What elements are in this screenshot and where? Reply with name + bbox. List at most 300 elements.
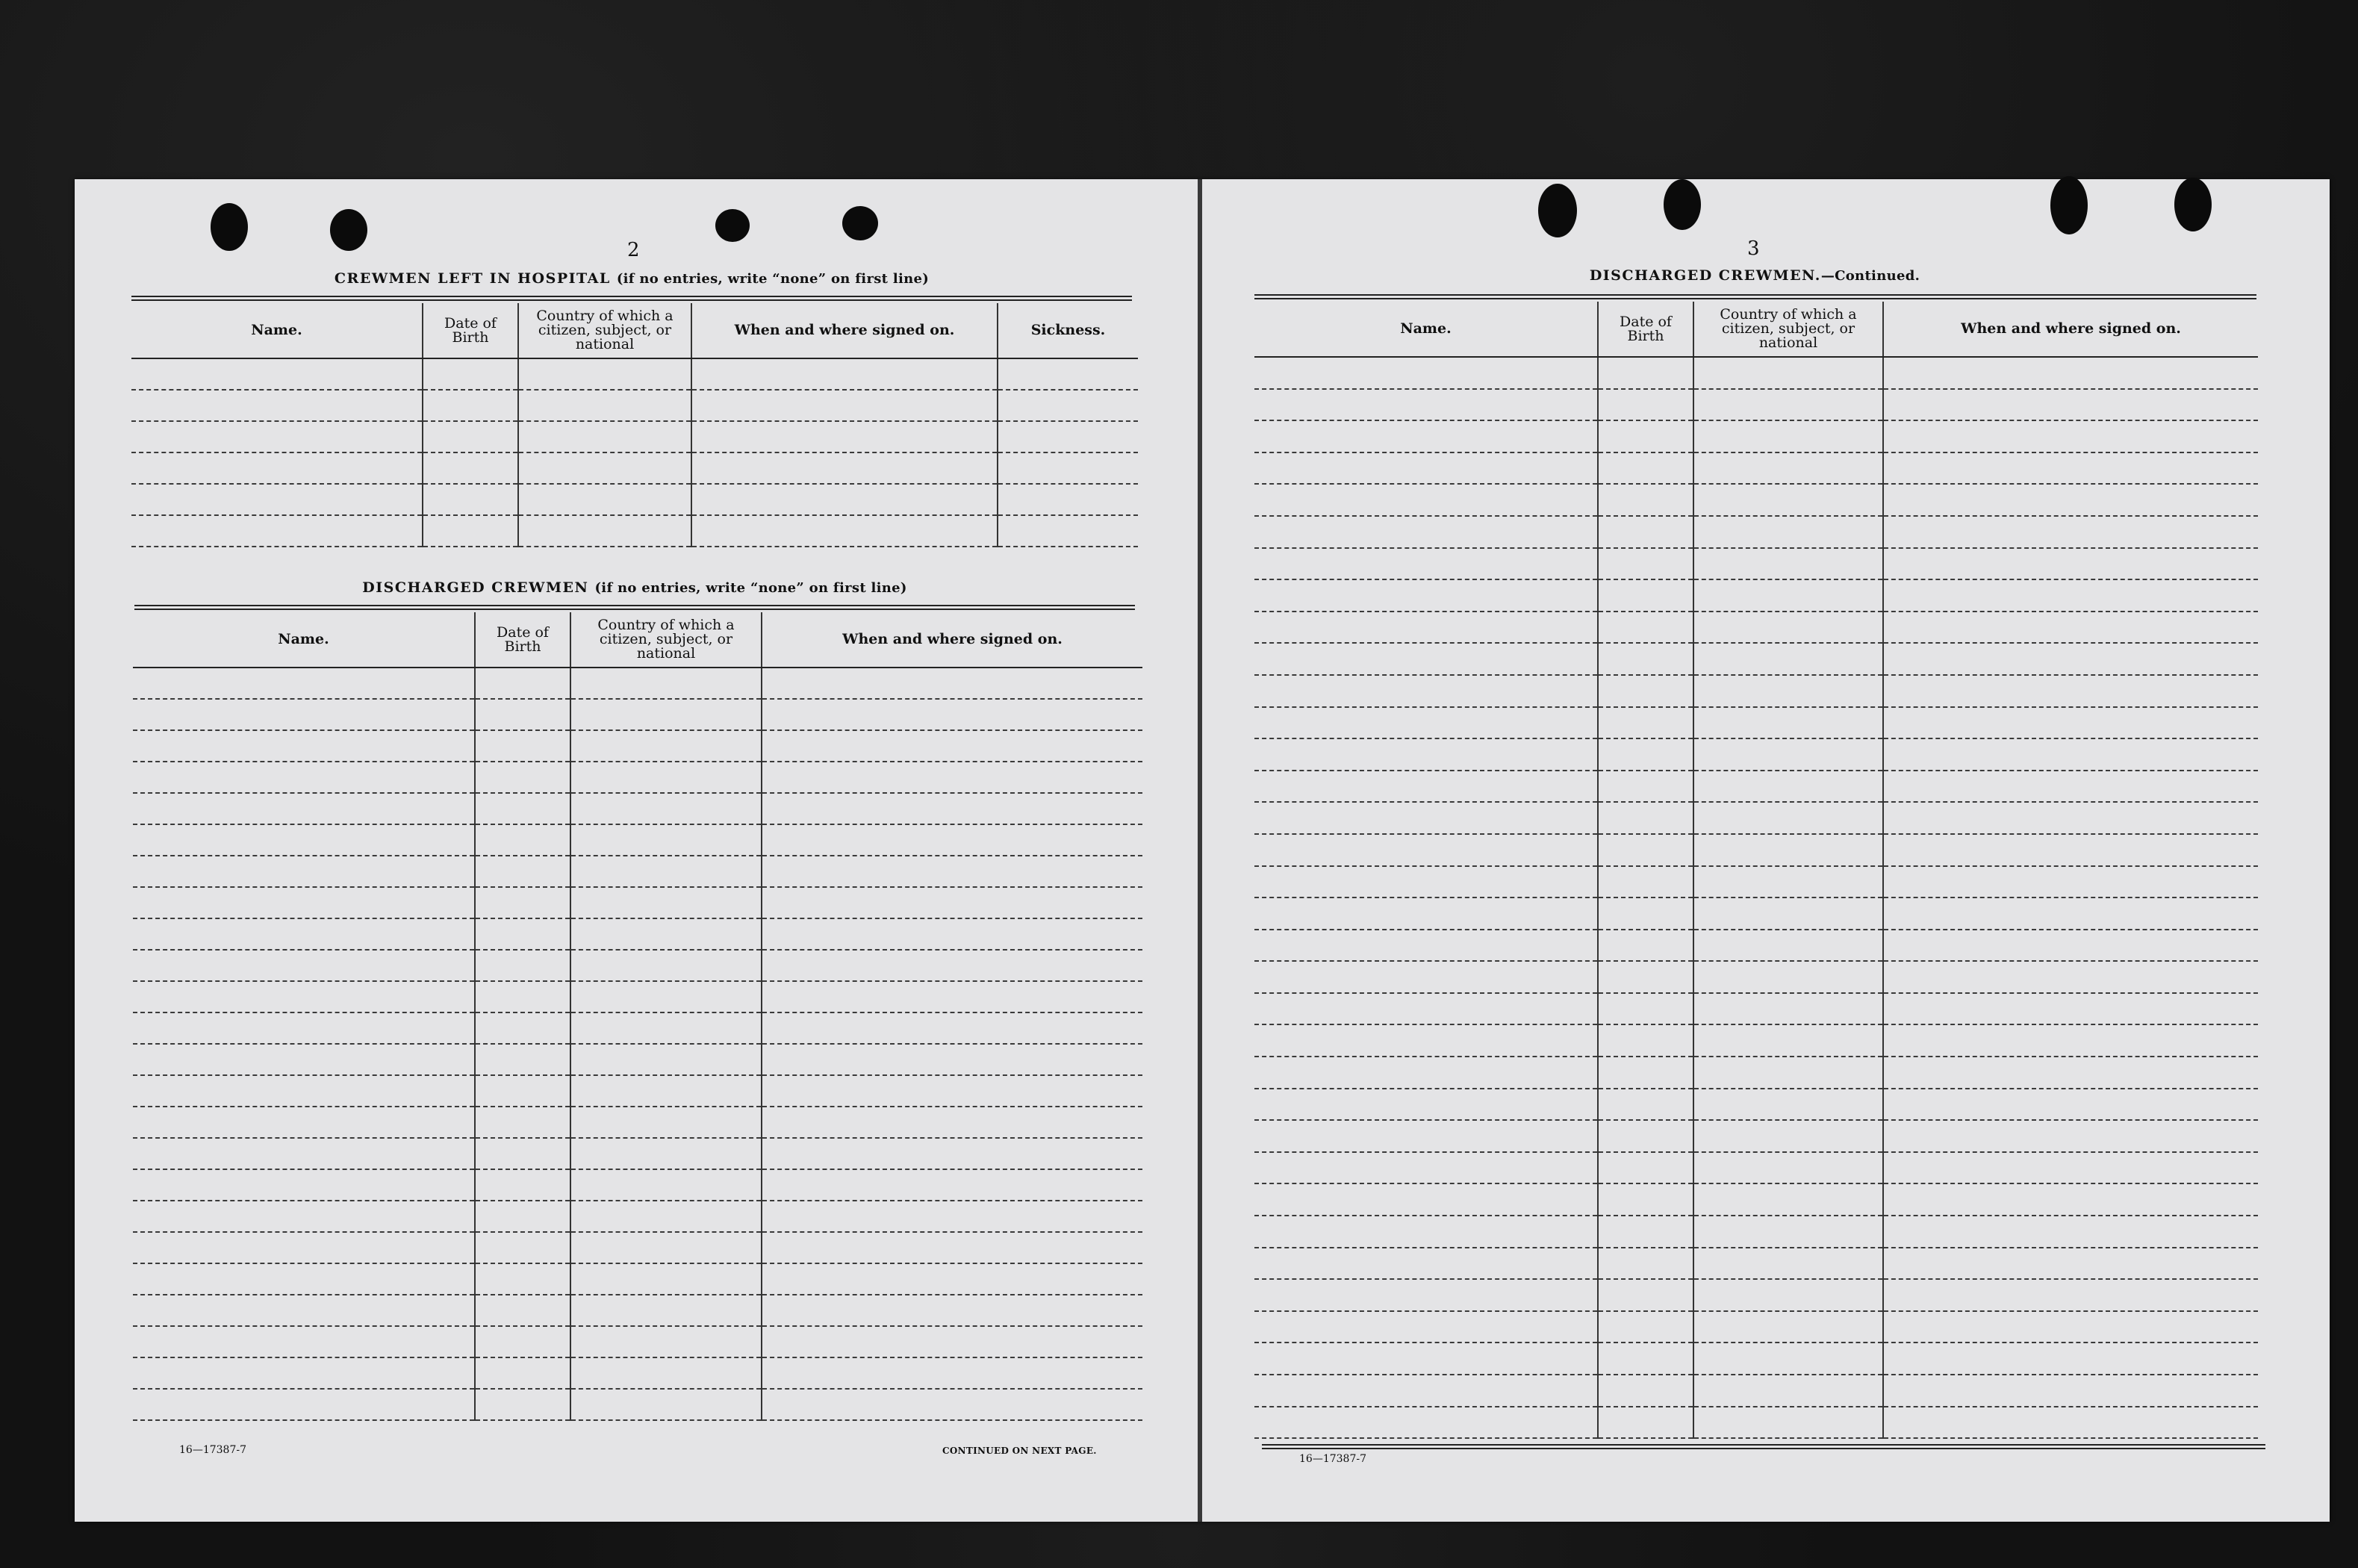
entry-cell[interactable] [1883, 675, 2258, 707]
entry-cell[interactable] [762, 793, 1142, 824]
entry-cell[interactable] [1254, 420, 1598, 452]
entry-cell[interactable] [1883, 1279, 2258, 1311]
entry-cell[interactable] [1254, 930, 1598, 962]
form-row[interactable] [1254, 516, 2258, 548]
entry-cell[interactable] [475, 887, 570, 918]
entry-cell[interactable] [518, 515, 691, 547]
entry-cell[interactable] [691, 358, 998, 390]
entry-cell[interactable] [1598, 357, 1693, 389]
form-row[interactable] [133, 762, 1142, 793]
entry-cell[interactable] [762, 824, 1142, 856]
entry-cell[interactable] [1693, 1183, 1883, 1216]
entry-cell[interactable] [1254, 1279, 1598, 1311]
entry-cell[interactable] [1883, 1120, 2258, 1152]
form-row[interactable] [1254, 961, 2258, 993]
entry-cell[interactable] [1254, 548, 1598, 580]
form-row[interactable] [133, 793, 1142, 824]
form-row[interactable] [1254, 1024, 2258, 1057]
entry-cell[interactable] [1693, 548, 1883, 580]
entry-cell[interactable] [131, 358, 423, 390]
entry-cell[interactable] [475, 1201, 570, 1232]
entry-cell[interactable] [475, 668, 570, 699]
entry-cell[interactable] [1598, 771, 1693, 803]
entry-cell[interactable] [518, 390, 691, 421]
entry-cell[interactable] [475, 1263, 570, 1295]
entry-cell[interactable] [762, 1295, 1142, 1326]
entry-cell[interactable] [998, 452, 1138, 484]
entry-cell[interactable] [133, 1169, 475, 1201]
entry-cell[interactable] [133, 1012, 475, 1044]
form-row[interactable] [1254, 357, 2258, 389]
entry-cell[interactable] [762, 762, 1142, 793]
entry-cell[interactable] [475, 730, 570, 762]
entry-cell[interactable] [475, 793, 570, 824]
entry-cell[interactable] [762, 1169, 1142, 1201]
form-row[interactable] [1254, 1120, 2258, 1152]
entry-cell[interactable] [762, 668, 1142, 699]
entry-cell[interactable] [1883, 389, 2258, 421]
entry-cell[interactable] [1254, 961, 1598, 993]
entry-cell[interactable] [1598, 1183, 1693, 1216]
form-row[interactable] [1254, 993, 2258, 1025]
entry-cell[interactable] [1254, 1024, 1598, 1057]
form-row[interactable] [133, 1169, 1142, 1201]
form-row[interactable] [1254, 1407, 2258, 1439]
form-row[interactable] [1254, 1311, 2258, 1343]
form-row[interactable] [1254, 1216, 2258, 1248]
entry-cell[interactable] [1254, 897, 1598, 930]
form-row[interactable] [131, 484, 1138, 515]
entry-cell[interactable] [1883, 897, 2258, 930]
entry-cell[interactable] [762, 1075, 1142, 1107]
entry-cell[interactable] [133, 1138, 475, 1169]
entry-cell[interactable] [1883, 1311, 2258, 1343]
entry-cell[interactable] [1883, 1183, 2258, 1216]
form-row[interactable] [1254, 707, 2258, 739]
entry-cell[interactable] [1883, 516, 2258, 548]
entry-cell[interactable] [570, 887, 762, 918]
entry-cell[interactable] [762, 1138, 1142, 1169]
form-row[interactable] [133, 950, 1142, 981]
entry-cell[interactable] [1693, 1311, 1883, 1343]
entry-cell[interactable] [1254, 1089, 1598, 1121]
entry-cell[interactable] [762, 918, 1142, 950]
entry-cell[interactable] [1693, 1343, 1883, 1375]
entry-cell[interactable] [762, 1107, 1142, 1138]
entry-cell[interactable] [475, 981, 570, 1012]
form-row[interactable] [1254, 1152, 2258, 1184]
entry-cell[interactable] [1883, 771, 2258, 803]
entry-cell[interactable] [1598, 484, 1693, 516]
entry-cell[interactable] [133, 981, 475, 1012]
entry-cell[interactable] [1598, 834, 1693, 866]
entry-cell[interactable] [1883, 834, 2258, 866]
entry-cell[interactable] [1883, 579, 2258, 612]
entry-cell[interactable] [1254, 1407, 1598, 1439]
entry-cell[interactable] [570, 1107, 762, 1138]
entry-cell[interactable] [1693, 930, 1883, 962]
form-row[interactable] [133, 981, 1142, 1012]
entry-cell[interactable] [762, 1357, 1142, 1389]
entry-cell[interactable] [1598, 452, 1693, 485]
form-row[interactable] [1254, 738, 2258, 771]
entry-cell[interactable] [1254, 389, 1598, 421]
form-row[interactable] [1254, 866, 2258, 898]
entry-cell[interactable] [133, 793, 475, 824]
entry-cell[interactable] [1598, 897, 1693, 930]
entry-cell[interactable] [1598, 1152, 1693, 1184]
form-row[interactable] [133, 1107, 1142, 1138]
entry-cell[interactable] [133, 730, 475, 762]
entry-cell[interactable] [133, 918, 475, 950]
entry-cell[interactable] [423, 484, 518, 515]
entry-cell[interactable] [762, 1012, 1142, 1044]
entry-cell[interactable] [570, 1075, 762, 1107]
entry-cell[interactable] [1254, 1152, 1598, 1184]
entry-cell[interactable] [133, 950, 475, 981]
entry-cell[interactable] [1693, 707, 1883, 739]
entry-cell[interactable] [1693, 420, 1883, 452]
entry-cell[interactable] [133, 1044, 475, 1075]
form-row[interactable] [133, 918, 1142, 950]
form-row[interactable] [1254, 579, 2258, 612]
entry-cell[interactable] [570, 981, 762, 1012]
entry-cell[interactable] [423, 515, 518, 547]
entry-cell[interactable] [1693, 834, 1883, 866]
entry-cell[interactable] [475, 950, 570, 981]
form-row[interactable] [1254, 834, 2258, 866]
entry-cell[interactable] [570, 1012, 762, 1044]
entry-cell[interactable] [1693, 516, 1883, 548]
entry-cell[interactable] [1883, 738, 2258, 771]
entry-cell[interactable] [1254, 1183, 1598, 1216]
entry-cell[interactable] [1693, 357, 1883, 389]
form-row[interactable] [133, 1201, 1142, 1232]
entry-cell[interactable] [570, 668, 762, 699]
entry-cell[interactable] [423, 390, 518, 421]
form-row[interactable] [1254, 1057, 2258, 1089]
entry-cell[interactable] [1598, 1375, 1693, 1407]
form-row[interactable] [131, 452, 1138, 484]
entry-cell[interactable] [1693, 738, 1883, 771]
entry-cell[interactable] [570, 918, 762, 950]
entry-cell[interactable] [998, 421, 1138, 452]
entry-cell[interactable] [1883, 1375, 2258, 1407]
entry-cell[interactable] [1598, 802, 1693, 834]
form-row[interactable] [1254, 1089, 2258, 1121]
entry-cell[interactable] [1254, 643, 1598, 675]
entry-cell[interactable] [570, 1169, 762, 1201]
form-row[interactable] [1254, 484, 2258, 516]
form-row[interactable] [1254, 1248, 2258, 1280]
entry-cell[interactable] [570, 762, 762, 793]
entry-cell[interactable] [691, 484, 998, 515]
entry-cell[interactable] [1883, 357, 2258, 389]
entry-cell[interactable] [762, 856, 1142, 887]
form-row[interactable] [1254, 643, 2258, 675]
entry-cell[interactable] [570, 1389, 762, 1420]
form-row[interactable] [1254, 675, 2258, 707]
form-row[interactable] [131, 515, 1138, 547]
entry-cell[interactable] [1254, 1343, 1598, 1375]
entry-cell[interactable] [1598, 993, 1693, 1025]
entry-cell[interactable] [1693, 1057, 1883, 1089]
form-row[interactable] [1254, 1375, 2258, 1407]
entry-cell[interactable] [475, 762, 570, 793]
form-row[interactable] [133, 1389, 1142, 1420]
form-row[interactable] [133, 1357, 1142, 1389]
entry-cell[interactable] [570, 1232, 762, 1263]
entry-cell[interactable] [570, 730, 762, 762]
entry-cell[interactable] [1598, 516, 1693, 548]
entry-cell[interactable] [691, 452, 998, 484]
form-row[interactable] [133, 1232, 1142, 1263]
entry-cell[interactable] [1883, 1152, 2258, 1184]
entry-cell[interactable] [1598, 643, 1693, 675]
entry-cell[interactable] [475, 699, 570, 730]
form-row[interactable] [131, 421, 1138, 452]
entry-cell[interactable] [475, 856, 570, 887]
entry-cell[interactable] [1883, 420, 2258, 452]
entry-cell[interactable] [762, 950, 1142, 981]
form-row[interactable] [1254, 802, 2258, 834]
entry-cell[interactable] [1598, 930, 1693, 962]
entry-cell[interactable] [1883, 961, 2258, 993]
entry-cell[interactable] [998, 484, 1138, 515]
entry-cell[interactable] [1883, 866, 2258, 898]
entry-cell[interactable] [762, 887, 1142, 918]
entry-cell[interactable] [475, 1075, 570, 1107]
entry-cell[interactable] [570, 699, 762, 730]
entry-cell[interactable] [1883, 707, 2258, 739]
entry-cell[interactable] [570, 1201, 762, 1232]
form-row[interactable] [133, 1012, 1142, 1044]
entry-cell[interactable] [1693, 1375, 1883, 1407]
entry-cell[interactable] [1598, 1407, 1693, 1439]
entry-cell[interactable] [1598, 675, 1693, 707]
entry-cell[interactable] [691, 390, 998, 421]
entry-cell[interactable] [1254, 579, 1598, 612]
entry-cell[interactable] [133, 1201, 475, 1232]
entry-cell[interactable] [1598, 420, 1693, 452]
entry-cell[interactable] [1254, 675, 1598, 707]
entry-cell[interactable] [1693, 897, 1883, 930]
form-row[interactable] [131, 390, 1138, 421]
form-row[interactable] [133, 699, 1142, 730]
entry-cell[interactable] [475, 1357, 570, 1389]
entry-cell[interactable] [762, 1389, 1142, 1420]
entry-cell[interactable] [133, 1357, 475, 1389]
form-row[interactable] [133, 668, 1142, 699]
entry-cell[interactable] [1693, 802, 1883, 834]
entry-cell[interactable] [1598, 548, 1693, 580]
entry-cell[interactable] [1693, 579, 1883, 612]
entry-cell[interactable] [762, 1326, 1142, 1357]
entry-cell[interactable] [1883, 1057, 2258, 1089]
entry-cell[interactable] [1883, 1343, 2258, 1375]
entry-cell[interactable] [762, 981, 1142, 1012]
entry-cell[interactable] [133, 1107, 475, 1138]
entry-cell[interactable] [570, 1357, 762, 1389]
entry-cell[interactable] [475, 1295, 570, 1326]
entry-cell[interactable] [475, 918, 570, 950]
entry-cell[interactable] [133, 1389, 475, 1420]
form-row[interactable] [1254, 452, 2258, 485]
entry-cell[interactable] [131, 484, 423, 515]
entry-cell[interactable] [762, 1263, 1142, 1295]
entry-cell[interactable] [1254, 866, 1598, 898]
entry-cell[interactable] [133, 856, 475, 887]
entry-cell[interactable] [133, 1075, 475, 1107]
entry-cell[interactable] [131, 515, 423, 547]
entry-cell[interactable] [998, 390, 1138, 421]
form-row[interactable] [133, 1075, 1142, 1107]
entry-cell[interactable] [1693, 1120, 1883, 1152]
entry-cell[interactable] [133, 1263, 475, 1295]
entry-cell[interactable] [518, 452, 691, 484]
form-row[interactable] [1254, 612, 2258, 644]
form-row[interactable] [133, 1044, 1142, 1075]
form-row[interactable] [133, 856, 1142, 887]
entry-cell[interactable] [570, 1326, 762, 1357]
entry-cell[interactable] [1254, 738, 1598, 771]
entry-cell[interactable] [1883, 643, 2258, 675]
entry-cell[interactable] [1693, 675, 1883, 707]
entry-cell[interactable] [1693, 389, 1883, 421]
entry-cell[interactable] [1693, 1248, 1883, 1280]
entry-cell[interactable] [1693, 771, 1883, 803]
entry-cell[interactable] [518, 421, 691, 452]
entry-cell[interactable] [1254, 993, 1598, 1025]
entry-cell[interactable] [691, 515, 998, 547]
form-row[interactable] [133, 1263, 1142, 1295]
entry-cell[interactable] [1693, 452, 1883, 485]
entry-cell[interactable] [1598, 1089, 1693, 1121]
entry-cell[interactable] [1598, 1057, 1693, 1089]
entry-cell[interactable] [1693, 484, 1883, 516]
entry-cell[interactable] [1598, 707, 1693, 739]
entry-cell[interactable] [1693, 1216, 1883, 1248]
entry-cell[interactable] [1883, 1407, 2258, 1439]
form-row[interactable] [1254, 930, 2258, 962]
entry-cell[interactable] [762, 1201, 1142, 1232]
entry-cell[interactable] [1254, 834, 1598, 866]
form-row[interactable] [133, 1326, 1142, 1357]
entry-cell[interactable] [133, 824, 475, 856]
entry-cell[interactable] [1883, 1216, 2258, 1248]
form-row[interactable] [1254, 1343, 2258, 1375]
form-row[interactable] [133, 1295, 1142, 1326]
entry-cell[interactable] [1254, 1311, 1598, 1343]
entry-cell[interactable] [1598, 1248, 1693, 1280]
entry-cell[interactable] [570, 1044, 762, 1075]
entry-cell[interactable] [1883, 930, 2258, 962]
entry-cell[interactable] [1254, 1375, 1598, 1407]
entry-cell[interactable] [475, 1107, 570, 1138]
entry-cell[interactable] [1693, 1089, 1883, 1121]
entry-cell[interactable] [1254, 452, 1598, 485]
entry-cell[interactable] [1254, 771, 1598, 803]
form-row[interactable] [1254, 897, 2258, 930]
entry-cell[interactable] [423, 358, 518, 390]
entry-cell[interactable] [1693, 612, 1883, 644]
entry-cell[interactable] [1254, 357, 1598, 389]
entry-cell[interactable] [1254, 707, 1598, 739]
form-row[interactable] [133, 824, 1142, 856]
entry-cell[interactable] [133, 668, 475, 699]
entry-cell[interactable] [1693, 1152, 1883, 1184]
entry-cell[interactable] [131, 452, 423, 484]
form-row[interactable] [1254, 771, 2258, 803]
entry-cell[interactable] [1254, 1057, 1598, 1089]
entry-cell[interactable] [1883, 612, 2258, 644]
entry-cell[interactable] [1254, 1120, 1598, 1152]
entry-cell[interactable] [475, 1012, 570, 1044]
entry-cell[interactable] [1883, 993, 2258, 1025]
form-row[interactable] [133, 887, 1142, 918]
entry-cell[interactable] [762, 1044, 1142, 1075]
form-row[interactable] [1254, 389, 2258, 421]
entry-cell[interactable] [1598, 738, 1693, 771]
entry-cell[interactable] [1693, 1407, 1883, 1439]
form-row[interactable] [131, 358, 1138, 390]
entry-cell[interactable] [1598, 961, 1693, 993]
form-row[interactable] [133, 730, 1142, 762]
entry-cell[interactable] [475, 1232, 570, 1263]
entry-cell[interactable] [691, 421, 998, 452]
entry-cell[interactable] [133, 1295, 475, 1326]
entry-cell[interactable] [1254, 802, 1598, 834]
entry-cell[interactable] [518, 358, 691, 390]
entry-cell[interactable] [1598, 612, 1693, 644]
entry-cell[interactable] [131, 421, 423, 452]
entry-cell[interactable] [1598, 1311, 1693, 1343]
entry-cell[interactable] [570, 824, 762, 856]
entry-cell[interactable] [1598, 1024, 1693, 1057]
entry-cell[interactable] [1693, 866, 1883, 898]
entry-cell[interactable] [475, 1389, 570, 1420]
entry-cell[interactable] [133, 887, 475, 918]
entry-cell[interactable] [475, 1326, 570, 1357]
entry-cell[interactable] [1598, 1120, 1693, 1152]
entry-cell[interactable] [1598, 1279, 1693, 1311]
entry-cell[interactable] [570, 1263, 762, 1295]
entry-cell[interactable] [1254, 516, 1598, 548]
entry-cell[interactable] [518, 484, 691, 515]
entry-cell[interactable] [1883, 548, 2258, 580]
entry-cell[interactable] [570, 950, 762, 981]
entry-cell[interactable] [998, 515, 1138, 547]
entry-cell[interactable] [1883, 802, 2258, 834]
entry-cell[interactable] [1598, 389, 1693, 421]
entry-cell[interactable] [133, 762, 475, 793]
entry-cell[interactable] [423, 421, 518, 452]
entry-cell[interactable] [1693, 961, 1883, 993]
entry-cell[interactable] [998, 358, 1138, 390]
entry-cell[interactable] [1883, 1248, 2258, 1280]
entry-cell[interactable] [475, 1169, 570, 1201]
form-row[interactable] [1254, 548, 2258, 580]
form-row[interactable] [1254, 420, 2258, 452]
entry-cell[interactable] [1693, 1024, 1883, 1057]
entry-cell[interactable] [133, 699, 475, 730]
entry-cell[interactable] [1693, 993, 1883, 1025]
entry-cell[interactable] [1883, 484, 2258, 516]
entry-cell[interactable] [570, 856, 762, 887]
entry-cell[interactable] [1254, 1216, 1598, 1248]
entry-cell[interactable] [1254, 612, 1598, 644]
form-row[interactable] [1254, 1183, 2258, 1216]
